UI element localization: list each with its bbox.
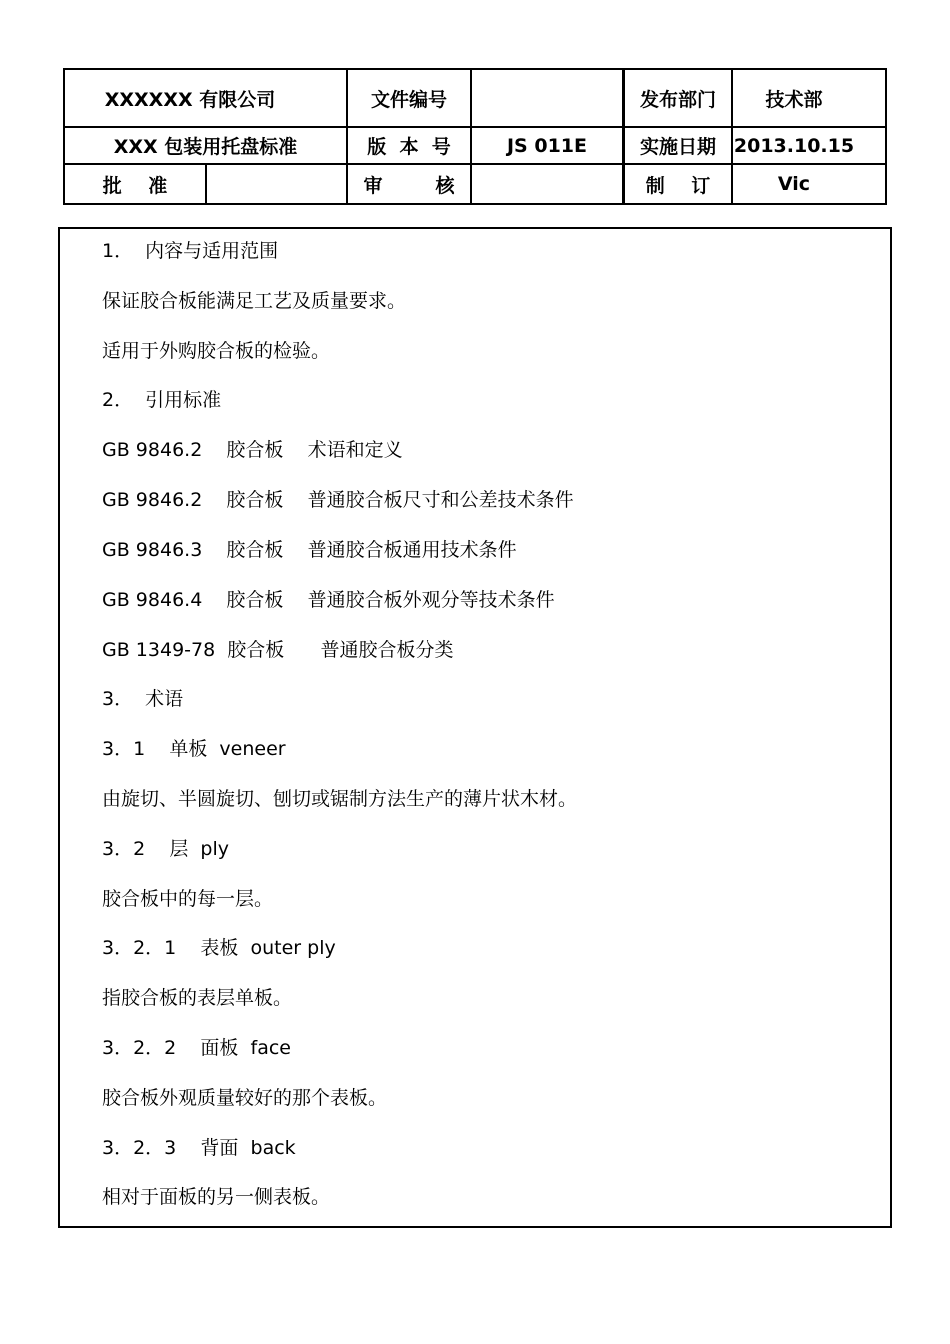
paragraph: 适用于外购胶合板的检验。 bbox=[102, 340, 331, 362]
version-label: 版 本 号 bbox=[367, 136, 451, 158]
standard-reference: GB 9846.3 胶合板 普通胶合板通用技术条件 bbox=[102, 539, 517, 561]
standard-reference: GB 1349-78 胶合板 普通胶合板分类 bbox=[102, 639, 454, 661]
doc-number-value bbox=[472, 70, 622, 126]
approve-label: 批 准 bbox=[102, 174, 168, 197]
review-label: 审 核 bbox=[363, 174, 455, 197]
term-heading: 3．2．3 背面 back bbox=[102, 1137, 296, 1159]
document-header-table bbox=[63, 68, 887, 205]
section-heading: 2． 引用标准 bbox=[102, 389, 222, 411]
draft-value: Vic bbox=[777, 173, 811, 195]
term-heading: 3．2．1 表板 outer ply bbox=[102, 937, 336, 959]
paragraph: 保证胶合板能满足工艺及质量要求。 bbox=[102, 290, 407, 312]
effective-date-label: 实施日期 bbox=[639, 136, 716, 158]
draft-label: 制 订 bbox=[645, 174, 711, 197]
term-heading: 3．1 单板 veneer bbox=[102, 738, 286, 760]
review-value bbox=[472, 165, 622, 203]
standard-reference: GB 9846.2 胶合板 术语和定义 bbox=[102, 439, 403, 461]
effective-date-value: 2013.10.15 bbox=[733, 134, 855, 157]
term-heading: 3．2．2 面板 face bbox=[102, 1037, 291, 1059]
section-heading: 3． 术语 bbox=[102, 688, 184, 710]
paragraph: 指胶合板的表层单板。 bbox=[102, 987, 293, 1009]
standard-reference: GB 9846.2 胶合板 普通胶合板尺寸和公差技术条件 bbox=[102, 489, 574, 511]
company-name: XXXXXX 有限公司 bbox=[104, 88, 276, 111]
approve-value bbox=[207, 165, 346, 203]
paragraph: 相对于面板的另一侧表板。 bbox=[102, 1186, 331, 1208]
standard-reference: GB 9846.4 胶合板 普通胶合板外观分等技术条件 bbox=[102, 589, 555, 611]
doc-number-label: 文件编号 bbox=[370, 88, 447, 111]
paragraph: 胶合板外观质量较好的那个表板。 bbox=[102, 1087, 388, 1109]
term-heading: 3．2 层 ply bbox=[102, 838, 229, 860]
document-title: XXX 包装用托盘标准 bbox=[113, 136, 298, 158]
paragraph: 由旋切、半圆旋切、刨切或锯制方法生产的薄片状木材。 bbox=[102, 788, 578, 810]
section-heading: 1． 内容与适用范围 bbox=[102, 240, 279, 262]
publish-dept-value: 技术部 bbox=[765, 88, 823, 111]
version-value: JS 011E bbox=[506, 134, 587, 157]
document-body bbox=[58, 227, 892, 1228]
publish-dept-label: 发布部门 bbox=[639, 88, 716, 111]
paragraph: 胶合板中的每一层。 bbox=[102, 888, 274, 910]
